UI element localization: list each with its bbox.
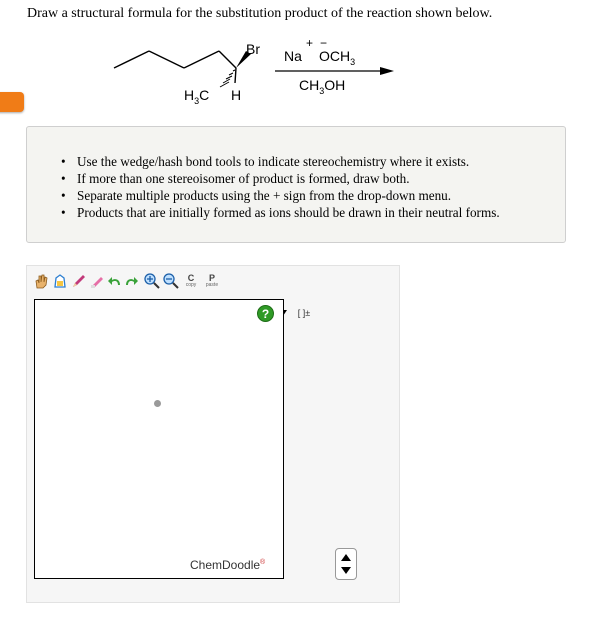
lasso-tool-button[interactable]: [89, 273, 105, 289]
copy-button[interactable]: [183, 271, 199, 291]
bracket-label: [ ]±: [297, 308, 311, 318]
orange-flag-tab[interactable]: [0, 92, 24, 112]
solvent-label: $CH_3OH$: [299, 77, 346, 96]
hand-icon: [33, 273, 49, 289]
pencil-icon: [71, 273, 87, 289]
bond-4: [219, 51, 236, 68]
bracket-charge-tool[interactable]: [293, 305, 315, 321]
undo-icon: [107, 273, 123, 289]
eraser-icon: [52, 273, 68, 289]
zoom-out-button[interactable]: [163, 273, 179, 289]
resize-spinner[interactable]: [335, 548, 357, 580]
bond-h: [235, 68, 236, 83]
instruction-list: [61, 153, 500, 221]
instruction-item: • If more than one stereoisomer of product is formed, draw both.: [61, 170, 500, 187]
methyl-label: $H_3C$: [184, 87, 210, 106]
chemdoodle-editor: [26, 265, 400, 603]
undo-button[interactable]: [107, 273, 123, 289]
zoom-out-icon: [163, 273, 179, 289]
lasso-icon: [89, 273, 105, 289]
copy-letter: C: [187, 273, 195, 283]
reagent-label: $OCH_3$: [319, 48, 356, 67]
br-label: Br: [246, 41, 260, 57]
bond-3: [184, 51, 219, 68]
chemdoodle-brand: [190, 558, 265, 572]
instruction-item: • Use the wedge/hash bond tools to indicate stereochemistry where it exists.: [61, 153, 500, 170]
instructions-box: [26, 126, 566, 243]
copy-label: copy: [185, 282, 197, 288]
question-text: Draw a structural formula for the substitution product of the reaction shown below.: [27, 6, 493, 21]
paste-button[interactable]: [204, 271, 220, 291]
canvas-dot: [154, 400, 161, 407]
redo-button[interactable]: [123, 273, 139, 289]
cation-label: Na: [284, 48, 302, 64]
bond-1: [114, 51, 149, 68]
up-down-arrows-icon: [336, 549, 356, 579]
bond-2: [149, 51, 184, 68]
instruction-item: • Separate multiple products using the + sign from the drop-down menu.: [61, 187, 500, 204]
skeletal-chain: [114, 51, 236, 68]
brand-name: ChemDoodle: [190, 558, 261, 572]
hand-tool-button[interactable]: [33, 273, 49, 289]
anion-charge: −: [320, 36, 328, 50]
hash-bond-methyl: [220, 70, 235, 87]
zoom-in-icon: [144, 273, 160, 289]
pencil-tool-button[interactable]: [71, 273, 87, 289]
reaction-scheme: [100, 30, 410, 110]
zoom-in-button[interactable]: [144, 273, 160, 289]
instruction-item: • Products that are initially formed as ions should be drawn in their neutral forms.: [61, 204, 500, 221]
help-button[interactable]: ?: [257, 305, 274, 322]
paste-letter: P: [208, 273, 215, 283]
drawing-canvas[interactable]: [34, 299, 284, 579]
cation-charge: +: [306, 36, 314, 50]
erase-tool-button[interactable]: [52, 273, 68, 289]
reaction-arrow-head: [380, 67, 394, 75]
redo-icon: [123, 273, 139, 289]
paste-label: paste: [205, 282, 219, 288]
registered-mark: ®: [260, 559, 266, 566]
h-label: H: [231, 87, 242, 103]
